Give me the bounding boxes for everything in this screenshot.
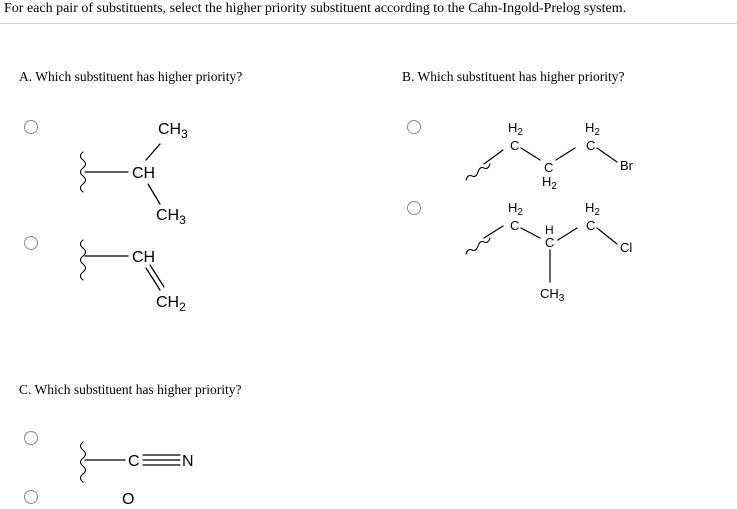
question-b-option-1-radio[interactable] xyxy=(407,120,421,134)
c-label: C xyxy=(544,160,554,175)
ch3-label: $CH_3$ xyxy=(540,286,565,304)
instructions: For each pair of substituents, select the higher priority substituent according to the Cahn-Ingold-Prelog system. xyxy=(4,1,627,16)
c-label: C xyxy=(510,218,520,233)
c-label: C xyxy=(586,218,596,233)
question-c-option-1-radio[interactable] xyxy=(24,431,38,445)
h-label: H xyxy=(545,223,554,237)
wavy-bond-icon xyxy=(466,164,490,180)
bond xyxy=(484,150,503,164)
ch3-label: $CH_3$ xyxy=(158,121,188,141)
question-b-option-2-radio[interactable] xyxy=(407,201,421,215)
question-c-option-2-radio[interactable] xyxy=(24,490,38,504)
h2-label: $H_2$ xyxy=(508,120,523,138)
bond xyxy=(558,228,577,240)
wavy-bond-icon xyxy=(81,240,86,280)
bond xyxy=(146,144,160,160)
h2-label: $H_2$ xyxy=(585,120,600,138)
bond xyxy=(597,228,617,244)
wavy-bond-icon xyxy=(81,442,86,482)
c-label: C xyxy=(510,138,520,153)
h2-label: $H_2$ xyxy=(585,200,600,218)
question-a-option-2-structure xyxy=(81,184,187,314)
ch-label: CH xyxy=(132,249,156,266)
question-a-title: A. Which substituent has higher priority? xyxy=(19,69,243,84)
ch-label: CH xyxy=(132,165,156,182)
question-c-title: C. Which substituent has higher priority? xyxy=(19,382,242,397)
c-label: C xyxy=(545,235,555,250)
question-b-title: B. Which substituent has higher priority? xyxy=(402,69,625,84)
bond xyxy=(597,148,617,162)
double-bond xyxy=(150,265,164,287)
bond xyxy=(556,148,575,160)
o-label: O xyxy=(122,491,135,508)
h2-label: $H_2$ xyxy=(508,200,523,218)
ch3-label: $CH_3$ xyxy=(156,207,186,227)
double-bond xyxy=(146,268,160,290)
question-b-option-2-structure xyxy=(466,200,632,304)
c-label: C xyxy=(586,138,596,153)
question-c-option-2-structure xyxy=(122,491,134,508)
bond xyxy=(148,184,160,204)
question-c-option-1-structure xyxy=(81,442,194,482)
br-label: Br xyxy=(620,158,633,173)
bond xyxy=(484,226,503,238)
c-label: C xyxy=(128,453,140,470)
question-b-option-1-structure xyxy=(466,120,634,192)
n-label: N xyxy=(182,453,194,470)
wavy-bond-icon xyxy=(466,238,490,254)
ch2-label: $CH_2$ xyxy=(156,294,186,314)
h2-label: $H_2$ xyxy=(542,174,557,192)
bond xyxy=(521,148,540,160)
question-a-option-1-structure xyxy=(81,121,189,192)
bond xyxy=(521,228,540,238)
cl-label: Cl xyxy=(620,240,633,255)
